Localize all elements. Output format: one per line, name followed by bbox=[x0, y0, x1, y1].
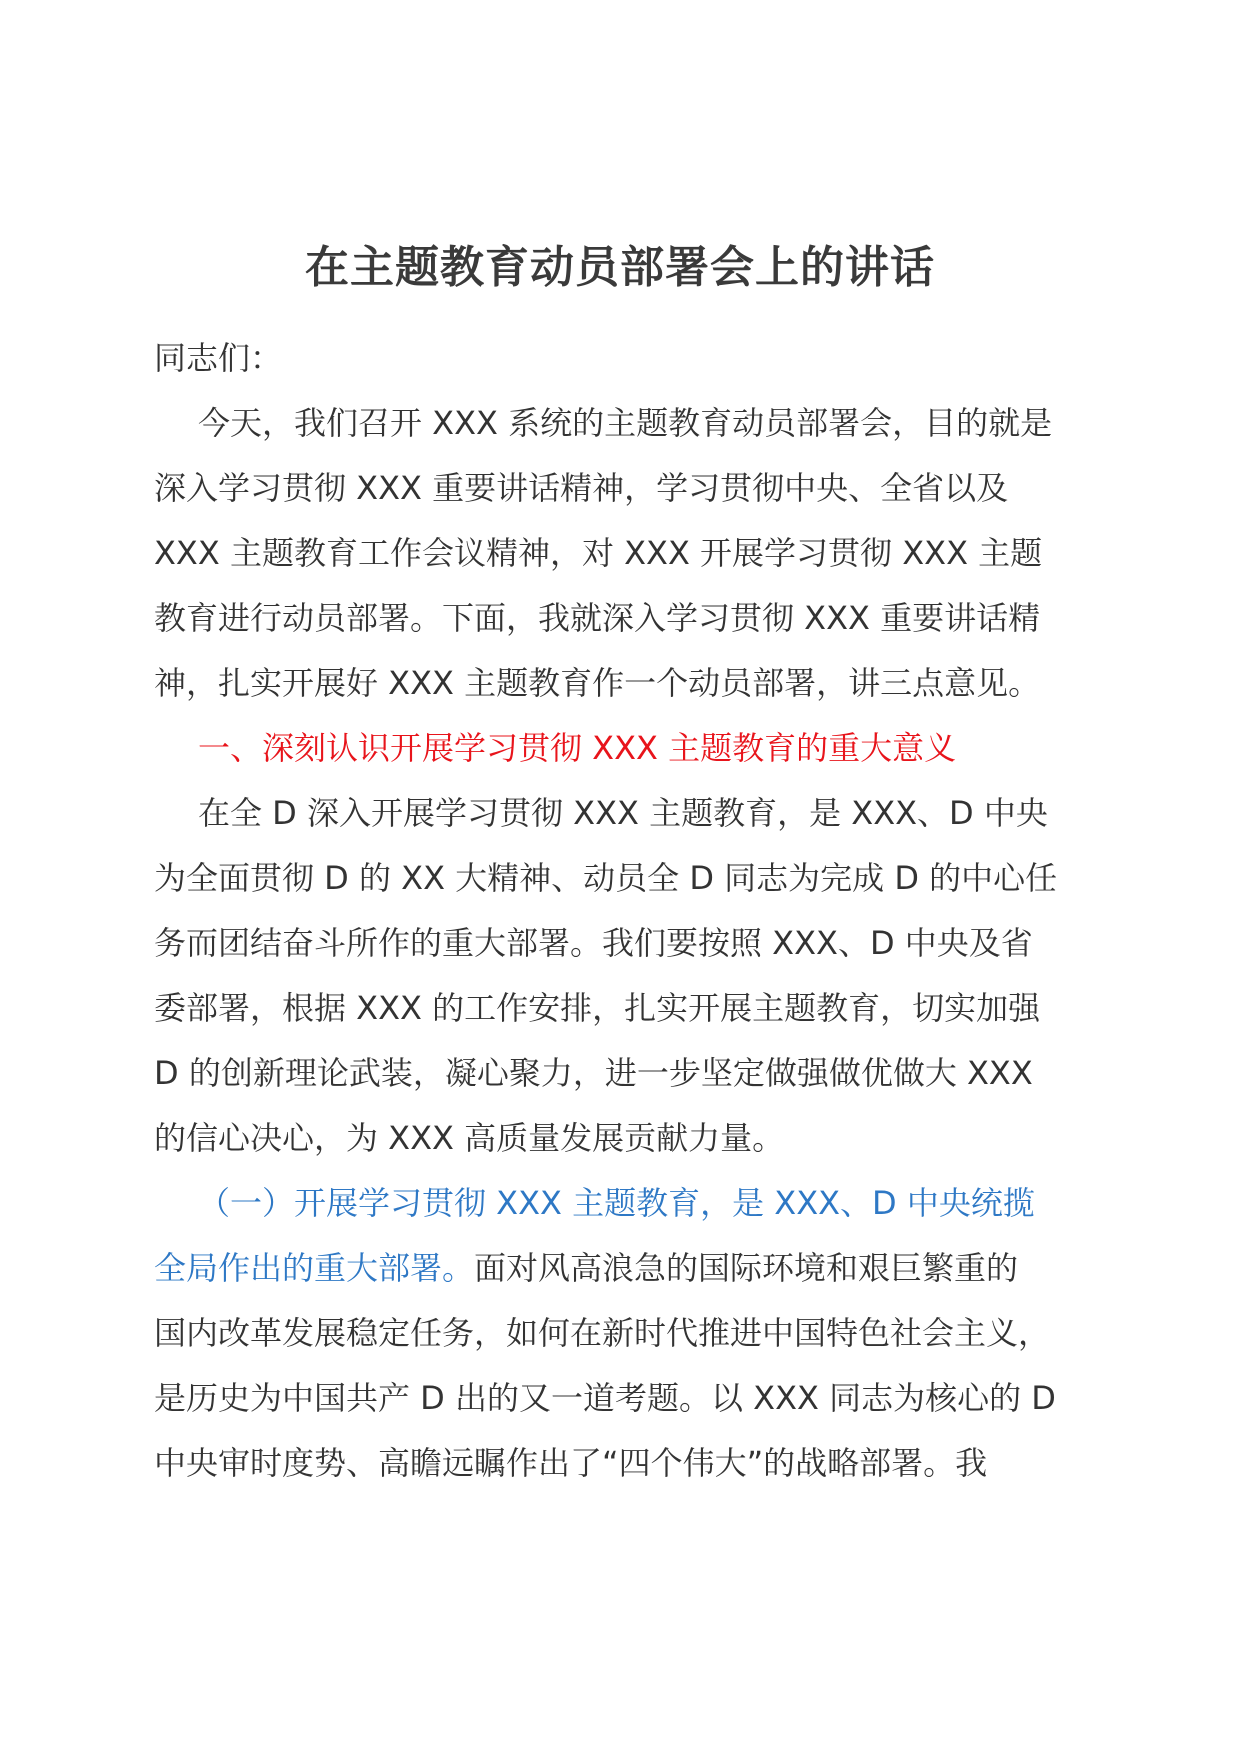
paragraph-line: 中央审时度势、高瞻远瞩作出了“四个伟大”的战略部署。我 bbox=[154, 1444, 988, 1482]
salutation: 同志们： bbox=[154, 339, 283, 377]
paragraph-line: 的信心决心，为 XXX 高质量发展贡献力量。 bbox=[154, 1119, 785, 1157]
paragraph-line: D 的创新理论武装，凝心聚力，进一步坚定做强做优做大 XXX bbox=[154, 1054, 1033, 1092]
paragraph-line: XXX 主题教育工作会议精神，对 XXX 开展学习贯彻 XXX 主题 bbox=[154, 534, 1043, 572]
paragraph-text: 面对风高浪急的国际环境和艰巨繁重的 bbox=[474, 1249, 1019, 1287]
paragraph-line: 今天，我们召开 XXX 系统的主题教育动员部署会，目的就是 bbox=[198, 404, 1053, 442]
paragraph-line: 是历史为中国共产 D 出的又一道考题。以 XXX 同志为核心的 D bbox=[154, 1379, 1056, 1417]
paragraph-line: 教育进行动员部署。下面，我就深入学习贯彻 XXX 重要讲话精 bbox=[154, 599, 1041, 637]
paragraph-line: 深入学习贯彻 XXX 重要讲话精神，学习贯彻中央、全省以及 bbox=[154, 469, 1009, 507]
paragraph-line: 务而团结奋斗所作的重大部署。我们要按照 XXX、D 中央及省 bbox=[154, 924, 1033, 962]
subsection-heading-end: 全局作出的重大部署。 bbox=[154, 1249, 475, 1287]
subsection-heading: （一）开展学习贯彻 XXX 主题教育，是 XXX、D 中央统揽 bbox=[198, 1184, 1035, 1222]
paragraph-line: 国内改革发展稳定任务，如何在新时代推进中国特色社会主义， bbox=[154, 1314, 1051, 1352]
section-heading: 一、深刻认识开展学习贯彻 XXX 主题教育的重大意义 bbox=[198, 729, 957, 767]
paragraph-line: 在全 D 深入开展学习贯彻 XXX 主题教育，是 XXX、D 中央 bbox=[198, 794, 1048, 832]
paragraph-line: 为全面贯彻 D 的 XX 大精神、动员全 D 同志为完成 D 的中心任 bbox=[154, 859, 1058, 897]
paragraph-line-mixed bbox=[154, 1236, 1094, 1301]
paragraph-line: 神，扎实开展好 XXX 主题教育作一个动员部署，讲三点意见。 bbox=[154, 664, 1041, 702]
document-body bbox=[154, 326, 1094, 1496]
document-title: 在主题教育动员部署会上的讲话 bbox=[305, 242, 935, 293]
paragraph-line: 委部署，根据 XXX 的工作安排，扎实开展主题教育，切实加强 bbox=[154, 989, 1041, 1027]
